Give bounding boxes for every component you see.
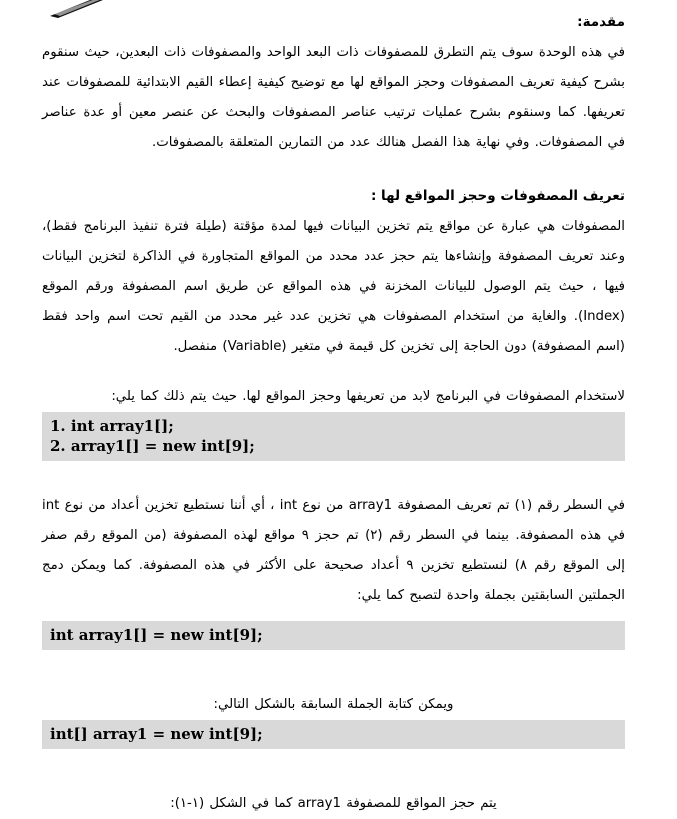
code-line-alternate: int[] array1 = new int[9]; — [50, 725, 263, 743]
intro-paragraph: في هذه الوحدة سوف يتم التطرق للمصفوفات ذات البعد الواحد والمصفوفات ذات البعدين، حيث سنقوم بشرح كيفية تعريف المصفوفات وحجز المواقع لها مع توضيح كيفية إعطاء القيم الابتدائية للمصفوفات عند تعريفها. كما وسنقوم بشرح عمليات ترتيب عناصر المصفوفات والبحث عن عنصر معين أو عدة عناصر في المصفوفات. وفي نهاية هذا الفصل هنالك عدد من التمارين المتعلقة بالمصفوفات. — [42, 45, 625, 150]
code-block-combined — [42, 621, 625, 650]
define-heading: تعريف المصفوفات وحجز المواقع لها : — [370, 188, 625, 204]
spacer — [42, 362, 625, 382]
code-line-2: 2. array1[] = new int[9]; — [50, 437, 255, 455]
code-block-numbered — [42, 412, 625, 461]
spacer — [42, 650, 625, 690]
alt-form-note: ويمكن كتابة الجملة السابقة بالشكل التالي: — [213, 697, 454, 712]
spacer — [42, 158, 625, 188]
intro-heading: مقدمة: — [577, 14, 625, 30]
figure-note: يتم حجز المواقع للمصفوفة array1 كما في الشكل (١-١): — [170, 796, 497, 811]
explain-paragraph: في السطر رقم (١) تم تعريف المصفوفة array1 من نوع int ، أي أننا نستطيع تخزين أعداد من نوع int في هذه المصفوفة. بينما في السطر رقم (٢) تم حجز ٩ مواقع لهذه المصفوفة (من الموقع رقم صفر إلى الموقع رقم ٨) لنستطيع تخزين ٩ أعداد صحيحة على الأكثر في هذه المصفوفة. كما ويمكن دمج الجملتين السابقتين بجملة واحدة لتصبح كما يلي: — [42, 498, 626, 603]
spacer — [42, 461, 625, 491]
spacer — [42, 749, 625, 789]
spacer — [42, 611, 625, 621]
code-line-1: 1. int array1[]; — [50, 417, 174, 435]
code-line-combined: int array1[] = new int[9]; — [50, 626, 263, 644]
usage-note: لاستخدام المصفوفات في البرنامج لابد من تعريفها وحجز المواقع لها. حيث يتم ذلك كما يلي: — [111, 389, 625, 404]
page-content — [42, 14, 625, 819]
code-block-alternate — [42, 720, 625, 749]
define-paragraph: المصفوفات هي عبارة عن مواقع يتم تخزين البيانات فيها لمدة مؤقتة (طيلة فترة تنفيذ البرنامج فقط)، وعند تعريف المصفوفة وإنشاءها يتم حجز عدد محدد من المواقع المتجاورة في الذاكرة لتخزين البيانات فيها ، حيث يتم الوصول للبيانات المخزنة في هذه المواقع عن طريق اسم المصفوفة ورقم الموقع (Index). والغاية من استخدام المصفوفات هي تخزين عدد غير محدد من القيم تحت اسم واحد فقط (اسم المصفوفة) دون الحاجة إلى تخزين كل قيمة في متغير (Variable) منفصل. — [42, 219, 625, 354]
